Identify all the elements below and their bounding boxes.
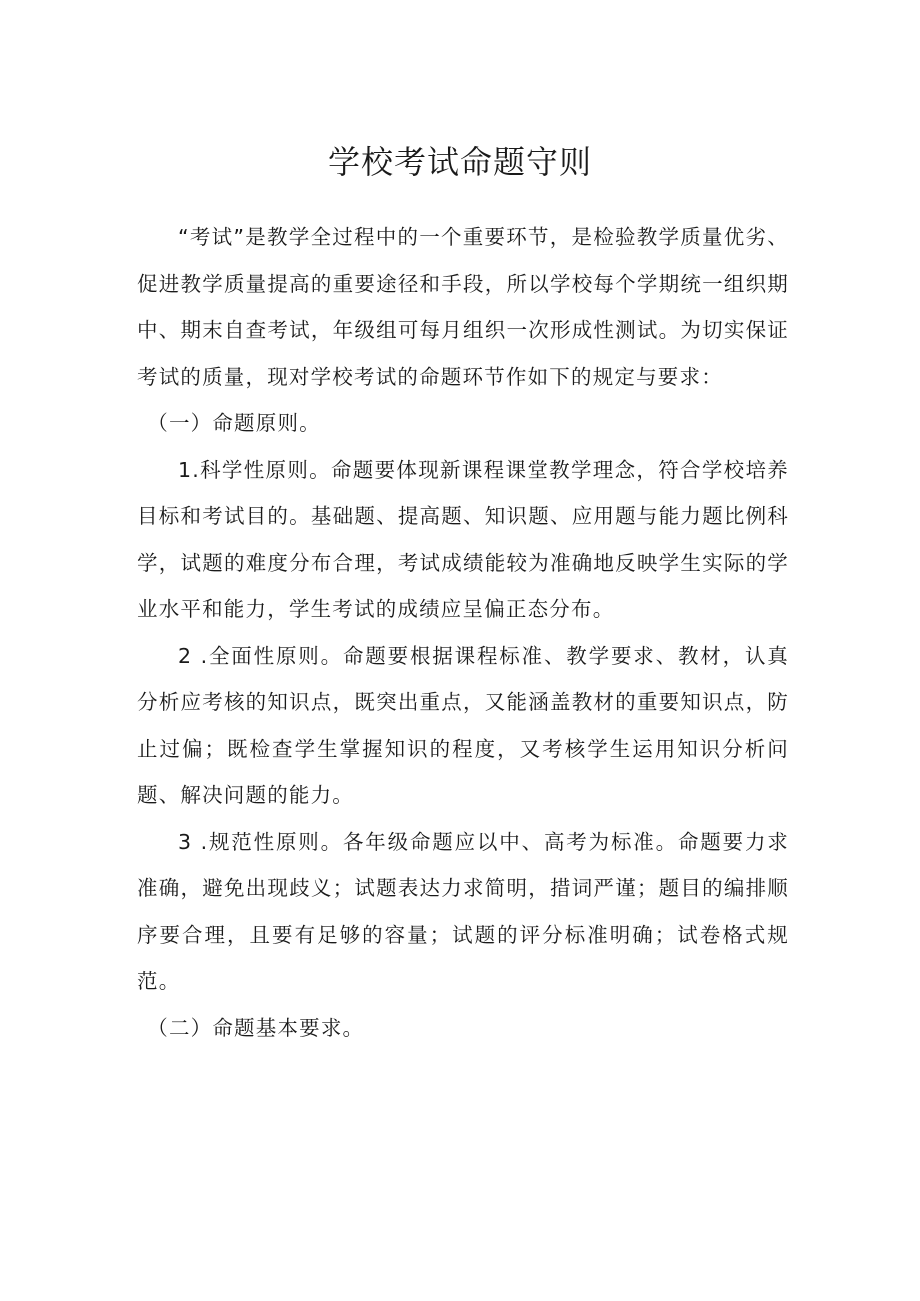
document-title: 学校考试命题守则 (327, 143, 592, 181)
principle-scientific-paragraph: 1.科学性原则。命题要体现新课程课堂教学理念，符合学校培养目标和考试目的。基础题、提高题、知识题、应用题与能力题比例科学，试题的难度分布合理，考试成绩能较为准确地反映学生实际的学业水平和能力，学生考试的成绩应呈偏正态分布。 (137, 457, 789, 621)
principle-comprehensive-paragraph: 2 .全面性原则。命题要根据课程标准、教学要求、教材，认真分析应考核的知识点，既突出重点，又能涵盖教材的重要知识点，防止过偏；既检查学生掌握知识的程度，又考核学生运用知识分析问题、解决问题的能力。 (137, 643, 789, 807)
section-heading-requirements: （二）命题基本要求。 (147, 1015, 365, 1040)
intro-paragraph: “考试”是教学全过程中的一个重要环节，是检验教学质量优劣、促进教学质量提高的重要途径和手段，所以学校每个学期统一组织期中、期末自查考试，年级组可每月组织一次形成性测试。为切实保证考试的质量，现对学校考试的命题环节作如下的规定与要求： (137, 225, 789, 389)
document-body (137, 214, 789, 1051)
principle-standard-paragraph: 3 .规范性原则。各年级命题应以中、高考为标准。命题要力求准确，避免出现歧义；试题表达力求简明，措词严谨；题目的编排顺序要合理，且要有足够的容量；试题的评分标准明确；试卷格式规范。 (137, 829, 789, 993)
section-heading-principles: （一）命题原则。 (147, 411, 321, 435)
